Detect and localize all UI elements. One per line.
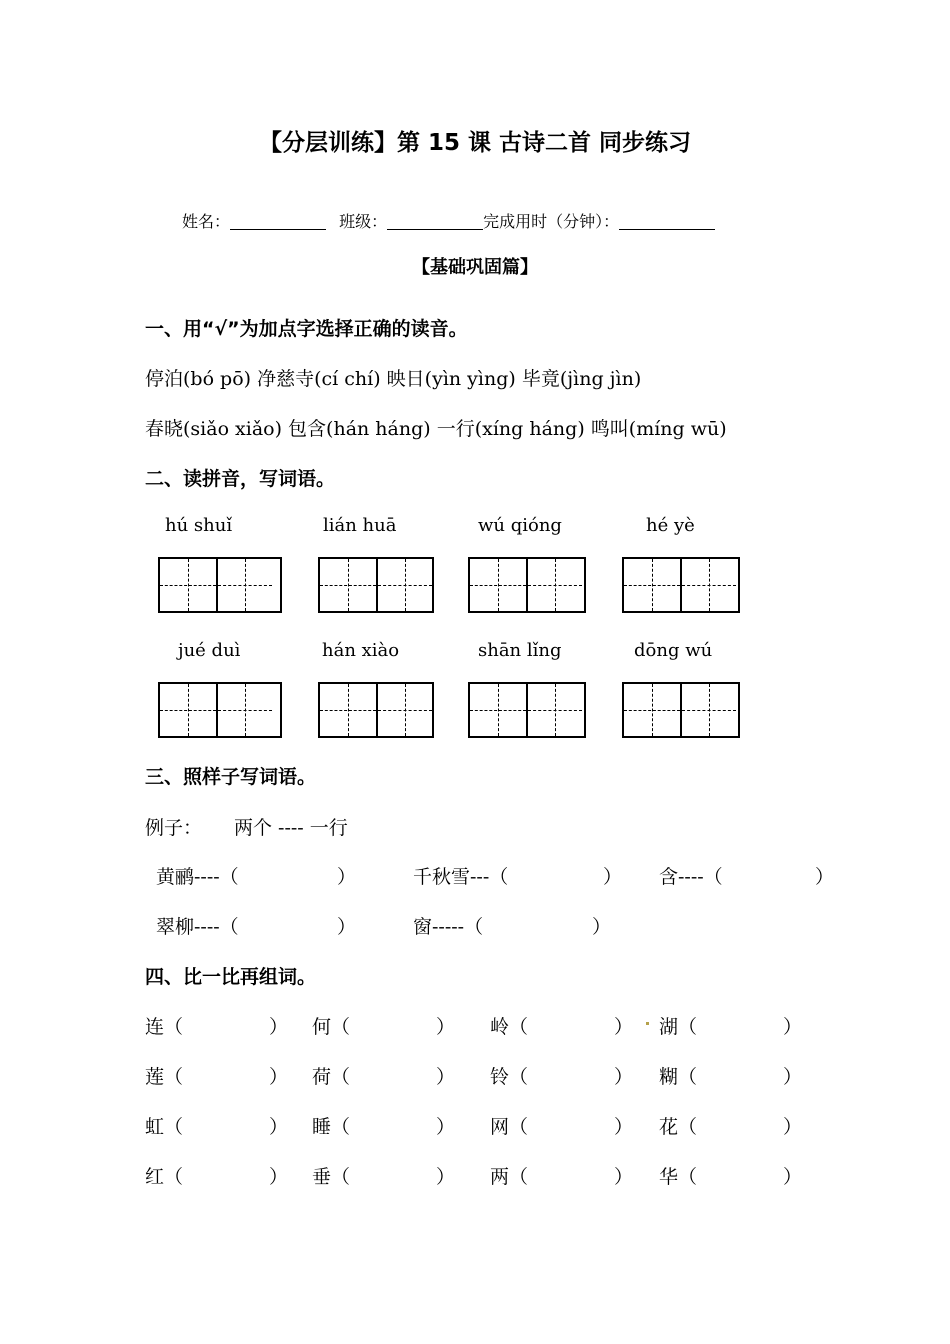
- close-paren: ）: [603, 866, 623, 888]
- close-paren: ）: [436, 1066, 456, 1088]
- class-label: 班级：: [339, 212, 388, 231]
- close-paren: ）: [614, 1166, 634, 1188]
- close-paren: ）: [815, 866, 835, 888]
- question-2-heading: 二、读拼音，写词语。: [145, 468, 336, 490]
- compare-item: 华（: [659, 1166, 698, 1188]
- compare-item: 红（: [145, 1166, 184, 1188]
- writing-grid[interactable]: [158, 682, 282, 738]
- fill-item: 翠柳----（: [156, 916, 239, 938]
- example-label: 例子：: [145, 817, 203, 839]
- close-paren: ）: [614, 1066, 634, 1088]
- student-info-line: [182, 209, 715, 232]
- compare-item: 荷（: [312, 1066, 351, 1088]
- writing-grid[interactable]: [622, 682, 740, 738]
- close-paren: ）: [783, 1166, 803, 1188]
- pinyin-label: dōng wú: [634, 640, 713, 661]
- compare-item: 糊（: [659, 1066, 698, 1088]
- fill-item: 千秋雪---（: [413, 866, 509, 888]
- question-3-heading: 三、照样子写词语。: [145, 766, 317, 788]
- question-1-heading: 一、用“√”为加点字选择正确的读音。: [145, 318, 468, 340]
- question-4-heading: 四、比一比再组词。: [145, 966, 317, 988]
- pinyin-label: jué duì: [178, 640, 241, 661]
- compare-item: 花（: [659, 1116, 698, 1138]
- fill-item: 黄鹂----（: [156, 866, 239, 888]
- name-blank[interactable]: [230, 213, 326, 230]
- writing-grid[interactable]: [318, 682, 434, 738]
- fill-item: 含----（: [659, 866, 723, 888]
- fill-item: 窗-----（: [413, 916, 484, 938]
- pinyin-label: lián huā: [323, 515, 397, 536]
- close-paren: ）: [436, 1116, 456, 1138]
- compare-item: 莲（: [145, 1066, 184, 1088]
- pinyin-label: wú qióng: [478, 515, 562, 536]
- close-paren: ）: [592, 916, 612, 938]
- stray-dot-mark: [646, 1022, 649, 1025]
- compare-item: 网（: [490, 1116, 529, 1138]
- close-paren: ）: [614, 1016, 634, 1038]
- close-paren: ）: [269, 1166, 289, 1188]
- close-paren: ）: [614, 1116, 634, 1138]
- question-1-line-2: 春晓(siǎo xiǎo) 包含(hán háng) 一行(xíng háng) 鸣叫(míng wū): [145, 418, 727, 440]
- name-label: 姓名：: [182, 212, 231, 231]
- compare-item: 连（: [145, 1016, 184, 1038]
- pinyin-label: hú shuǐ: [165, 515, 233, 536]
- close-paren: ）: [436, 1016, 456, 1038]
- time-blank[interactable]: [619, 213, 715, 230]
- compare-item: 铃（: [490, 1066, 529, 1088]
- close-paren: ）: [269, 1116, 289, 1138]
- close-paren: ）: [269, 1016, 289, 1038]
- writing-grid[interactable]: [622, 557, 740, 613]
- close-paren: ）: [337, 866, 357, 888]
- section-heading: 【基础巩固篇】: [412, 257, 538, 278]
- question-1-line-1: 停泊(bó pō) 净慈寺(cí chí) 映日(yìn yìng) 毕竟(jìng jìn): [145, 368, 642, 390]
- compare-item: 垂（: [312, 1166, 351, 1188]
- compare-item: 湖（: [659, 1016, 698, 1038]
- close-paren: ）: [337, 916, 357, 938]
- pinyin-label: hán xiào: [322, 640, 400, 661]
- compare-item: 何（: [312, 1016, 351, 1038]
- writing-grid[interactable]: [468, 557, 586, 613]
- compare-item: 岭（: [490, 1016, 529, 1038]
- example-text: 两个 ---- 一行: [234, 817, 348, 839]
- compare-item: 两（: [490, 1166, 529, 1188]
- time-label: 完成用时（分钟）：: [483, 212, 620, 231]
- pinyin-label: shān lǐng: [478, 640, 562, 661]
- close-paren: ）: [269, 1066, 289, 1088]
- writing-grid[interactable]: [318, 557, 434, 613]
- page-title: 【分层训练】第 15 课 古诗二首 同步练习: [258, 130, 692, 156]
- class-blank[interactable]: [387, 213, 483, 230]
- pinyin-label: hé yè: [646, 515, 695, 536]
- writing-grid[interactable]: [158, 557, 282, 613]
- close-paren: ）: [783, 1116, 803, 1138]
- close-paren: ）: [783, 1066, 803, 1088]
- close-paren: ）: [436, 1166, 456, 1188]
- writing-grid[interactable]: [468, 682, 586, 738]
- close-paren: ）: [783, 1016, 803, 1038]
- compare-item: 睡（: [312, 1116, 351, 1138]
- compare-item: 虹（: [145, 1116, 184, 1138]
